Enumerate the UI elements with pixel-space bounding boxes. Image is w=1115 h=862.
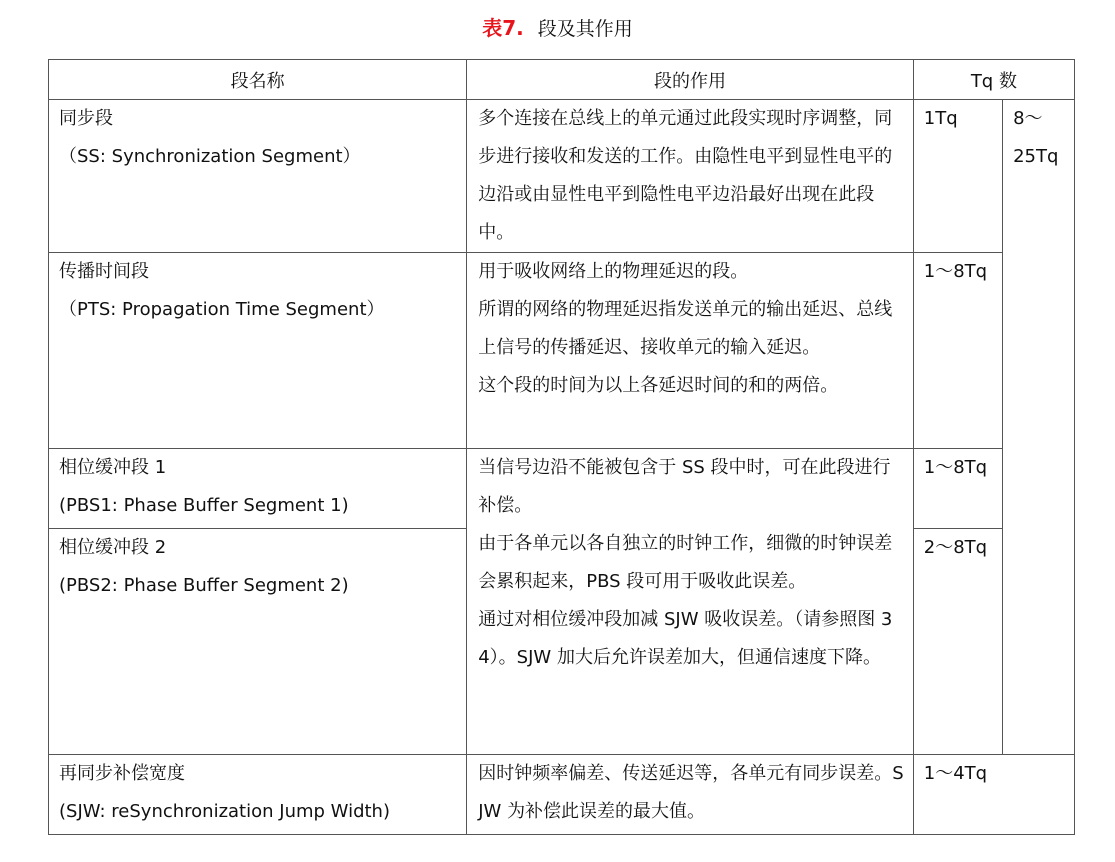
segment-desc: 因时钟频率偏差、传送延迟等，各单元有同步误差。SJW 为补偿此误差的最大值。 [478, 763, 904, 822]
table-row [49, 253, 1075, 449]
header-row [49, 60, 1075, 100]
header-segment-role: 段的作用 [467, 60, 914, 100]
segment-desc-cell [467, 755, 914, 835]
segment-abbr: （SS: Synchronization Segment） [59, 146, 361, 167]
segment-tq-cell [913, 529, 1002, 755]
total-tq-line2: 25Tq [1013, 146, 1059, 167]
segment-name: 传播时间段 [59, 261, 149, 282]
segment-name-cell [49, 449, 467, 529]
segment-abbr: (PBS2: Phase Buffer Segment 2) [59, 575, 349, 596]
segment-name: 相位缓冲段 1 [59, 457, 167, 478]
header-tq-count: Tq 数 [913, 60, 1074, 100]
segment-tq: 1Tq [923, 108, 958, 129]
segment-tq: 1～4Tq [923, 763, 988, 784]
segment-name: 同步段 [59, 108, 113, 129]
segment-name: 再同步补偿宽度 [59, 763, 185, 784]
segment-tq: 2～8Tq [923, 537, 988, 558]
table-caption [0, 14, 1115, 43]
segment-desc-cell [467, 449, 914, 755]
segment-table [48, 59, 1075, 835]
segment-desc: 用于吸收网络上的物理延迟的段。 [478, 261, 749, 282]
table-title: 段及其作用 [537, 18, 633, 40]
segment-name-cell [49, 755, 467, 835]
table-number: 表7. [482, 16, 524, 40]
segment-desc: 所谓的网络的物理延迟指发送单元的输出延迟、总线上信号的传播延迟、接收单元的输入延迟。 [478, 299, 893, 358]
segment-tq-cell [913, 449, 1002, 529]
segment-desc: 多个连接在总线上的单元通过此段实现时序调整，同步进行接收和发送的工作。由隐性电平到显性电平的边沿或由显性电平到隐性电平边沿最好出现在此段中。 [478, 108, 893, 243]
header-segment-name: 段名称 [49, 60, 467, 100]
table-row [49, 755, 1075, 835]
segment-abbr: （PTS: Propagation Time Segment） [59, 299, 385, 320]
segment-tq-cell [913, 100, 1002, 253]
segment-desc-cell [467, 253, 914, 449]
segment-desc: 通过对相位缓冲段加减 SJW 吸收误差。（请参照图 34）。SJW 加大后允许误差加大，但通信速度下降。 [478, 609, 893, 668]
segment-abbr: (SJW: reSynchronization Jump Width) [59, 801, 390, 822]
table-row [49, 100, 1075, 253]
segment-tq: 1～8Tq [923, 261, 988, 282]
table-row [49, 449, 1075, 529]
segment-desc-cell [467, 100, 914, 253]
segment-abbr: (PBS1: Phase Buffer Segment 1) [59, 495, 349, 516]
segment-tq-cell [913, 755, 1074, 835]
total-tq-line1: 8～ [1013, 108, 1043, 129]
segment-name: 相位缓冲段 2 [59, 537, 167, 558]
segment-desc: 当信号边沿不能被包含于 SS 段中时，可在此段进行补偿。 [478, 457, 891, 516]
segment-name-cell [49, 100, 467, 253]
total-tq-cell [1003, 100, 1075, 755]
segment-desc: 由于各单元以各自独立的时钟工作，细微的时钟误差会累积起来，PBS 段可用于吸收此误差。 [478, 533, 893, 592]
segment-name-cell [49, 253, 467, 449]
segment-name-cell [49, 529, 467, 755]
segment-tq: 1～8Tq [923, 457, 988, 478]
segment-desc: 这个段的时间为以上各延迟时间的和的两倍。 [478, 375, 839, 396]
segment-tq-cell [913, 253, 1002, 449]
